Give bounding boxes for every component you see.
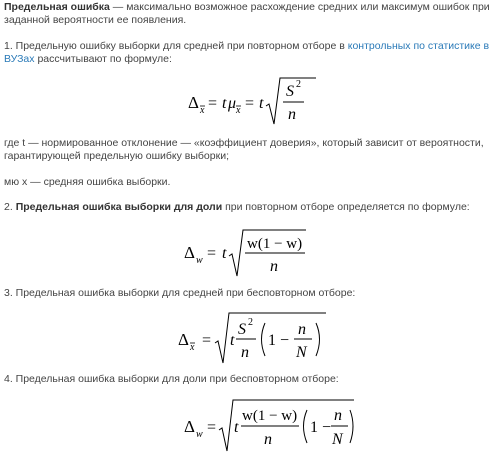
f1-S: S <box>286 83 294 100</box>
f3-N: N <box>296 344 307 361</box>
f4-left-paren <box>304 410 308 443</box>
f4-numerator: w(1 − w) <box>242 408 298 424</box>
statistics-link[interactable]: контрольных по статистике в ВУЗах <box>4 40 490 65</box>
f3-delta: Δ <box>178 330 189 349</box>
f3-left-paren <box>262 323 266 356</box>
f1-sub-x-2: x <box>236 105 241 116</box>
f2-n: n <box>270 258 278 275</box>
f1-n: n <box>288 106 296 123</box>
f3-n: n <box>241 344 249 361</box>
item-1-text-after: рассчитывают по формуле: <box>34 53 172 65</box>
item-2-bold: Предельная ошибка выборки для доли <box>15 201 223 213</box>
formula-1 <box>178 72 328 130</box>
f2-numerator: w(1 − w) <box>247 236 303 252</box>
f2-sub-w: w <box>196 255 203 266</box>
item-4-paragraph: 4. Предельная ошибка выборки для доли при бесповторном отборе: <box>4 373 339 385</box>
item-2-prefix: 2. <box>4 201 16 213</box>
term-label: Предельная ошибка <box>4 1 110 13</box>
f4-sub-w: w <box>196 429 203 440</box>
f3-t: t <box>230 332 235 349</box>
f1-eq-1: = <box>208 95 218 112</box>
f4-N: N <box>332 431 343 448</box>
f1-t-1: t <box>222 95 227 112</box>
f2-delta: Δ <box>184 243 195 262</box>
f4-n: n <box>264 431 272 448</box>
f3-exp: 2 <box>248 317 253 328</box>
formula-2 <box>174 226 324 282</box>
item-3-paragraph: 3. Предельная ошибка выборки для средней при бесповторном отборе: <box>4 287 356 299</box>
explanation-mu: мю х — средняя ошибка выборки. <box>4 176 171 188</box>
f4-one-minus: 1 − <box>310 419 332 436</box>
f4-eq: = <box>207 419 217 436</box>
item-1-paragraph <box>4 40 495 66</box>
term-definition: — максимально возможное расхождение средних или максимум ошибок при заданной вероятности ее появления. <box>4 1 490 26</box>
f1-sub-x: x <box>200 105 205 116</box>
formula-3 <box>168 309 338 369</box>
formula-4 <box>174 396 360 456</box>
f1-exp: 2 <box>296 79 301 90</box>
f2-eq: = <box>207 245 217 262</box>
f3-one-minus: 1 − <box>268 332 290 349</box>
item-2-text-after: при повторном отборе определяется по формуле: <box>222 201 470 213</box>
f1-mu: μ <box>228 95 237 112</box>
f3-n2: n <box>298 321 306 338</box>
f4-delta: Δ <box>184 417 195 436</box>
f3-right-paren <box>316 323 320 356</box>
f3-sub-x: x <box>190 342 195 353</box>
f4-right-paren <box>350 410 353 443</box>
f3-eq: = <box>202 332 212 349</box>
f1-eq-2: = <box>245 95 255 112</box>
item-2-paragraph <box>4 201 495 214</box>
f4-n2: n <box>334 407 342 424</box>
intro-paragraph <box>4 1 495 27</box>
f3-S: S <box>238 321 246 338</box>
f4-t: t <box>234 419 239 436</box>
f1-delta: Δ <box>188 93 199 112</box>
f1-t-2: t <box>259 95 264 112</box>
item-1-text: 1. Предельную ошибку выборки для средней при повторном отборе в <box>4 40 348 52</box>
explanation-t: где t — нормированное отклонение — «коэффициент доверия», который зависит от вероятности, гарантирующей предельную ошибку выборки; <box>4 137 484 162</box>
f2-t: t <box>222 245 227 262</box>
